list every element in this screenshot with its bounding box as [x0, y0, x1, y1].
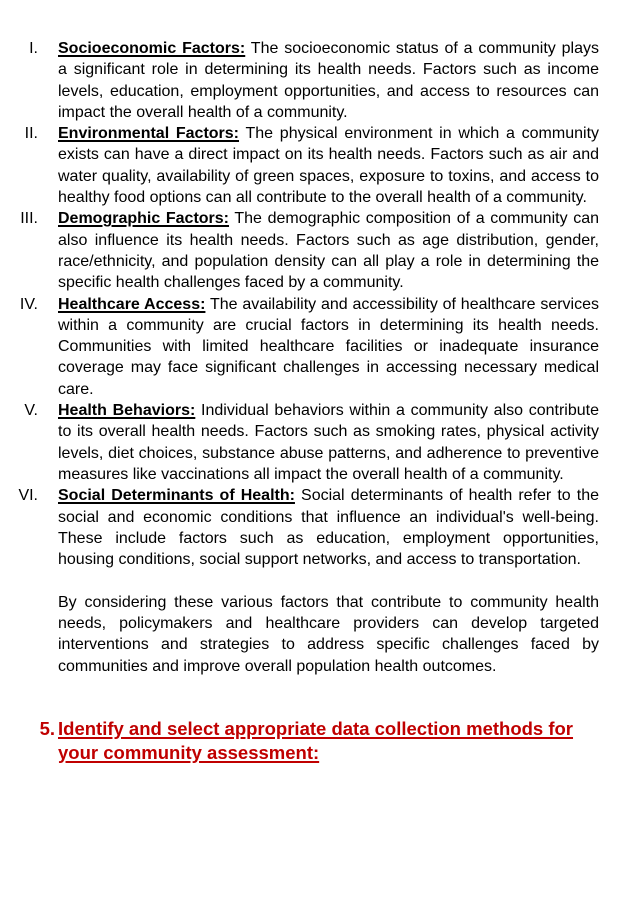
factor-text: The socioeconomic status of a community plays a significant role in determining its health needs. Factors such as income levels, education, employment opportunities, and access to resources can impact the overall health of a community.: [58, 40, 599, 121]
factor-title: Social Determinants of Health:: [58, 487, 295, 505]
factor-text: The physical environment in which a community exists can have a direct impact on its health needs. Factors such as air and water quality, availability of green spaces, exposure to toxins, and access to healthy food options can all contribute to the overall health of a community.: [58, 125, 600, 207]
section-title: Identify and select appropriate data collection methods for your community assessment:: [58, 717, 574, 763]
factor-text: The availability and accessibility of healthcare services within a community are crucial factors in determining its health needs. Communities with limited healthcare facilities or inadequate insurance coverage may face significant challenges in accessing necessary medical care.: [58, 295, 599, 398]
factor-item-environmental: [0, 123, 638, 208]
factor-text: Social determinants of health refer to the social and economic conditions that influence an individual's well-being. These include factors such as education, employment opportunities, housing conditions, social support networks, and access to transportation.: [58, 487, 600, 569]
factor-text: Individual behaviors within a community also contribute to its overall health needs. Factors such as smoking rates, physical activity levels, diet choices, substance abuse patterns, and adherence to preventive measures like vaccinations all impact the overall health of a community.: [58, 402, 599, 483]
document-page: [0, 38, 638, 765]
factor-title: Environmental Factors:: [58, 125, 240, 143]
factor-item-demographic: [0, 208, 638, 293]
factor-title: Socioeconomic Factors:: [58, 40, 246, 57]
factor-item-healthcare-access: [0, 294, 638, 400]
factor-paragraph: [58, 294, 599, 400]
factor-paragraph: [58, 400, 599, 485]
section-heading: [0, 717, 638, 765]
factor-item-socioeconomic: [0, 38, 638, 123]
factor-item-social-determinants: [0, 485, 638, 570]
list-numeral: II.: [24, 125, 38, 143]
factor-paragraph: [58, 208, 599, 293]
factor-paragraph: [58, 485, 599, 570]
factor-title: Health Behaviors:: [58, 402, 196, 420]
factor-title: Demographic Factors:: [58, 210, 230, 228]
list-numeral: I.: [29, 40, 38, 57]
list-numeral: VI.: [18, 487, 38, 505]
section-number: 5.: [39, 717, 55, 739]
factor-item-health-behaviors: [0, 400, 638, 485]
conclusion-paragraph: By considering these various factors that contribute to community health needs, policymakers and healthcare providers can develop targeted interventions and strategies to address specific challenges faced by communities and improve overall population health outcomes.: [58, 593, 599, 675]
list-numeral: IV.: [19, 295, 38, 313]
factor-text: The demographic composition of a community can also influence its health needs. Factors such as age distribution, gender, race/ethnicity, and population density can all play a role in determining the specific health challenges faced by a community.: [58, 210, 600, 292]
list-numeral: V.: [24, 402, 38, 420]
factor-paragraph: [58, 38, 599, 123]
factor-paragraph: [58, 123, 599, 208]
factor-title: Healthcare Access:: [58, 295, 206, 313]
list-numeral: III.: [20, 210, 38, 228]
